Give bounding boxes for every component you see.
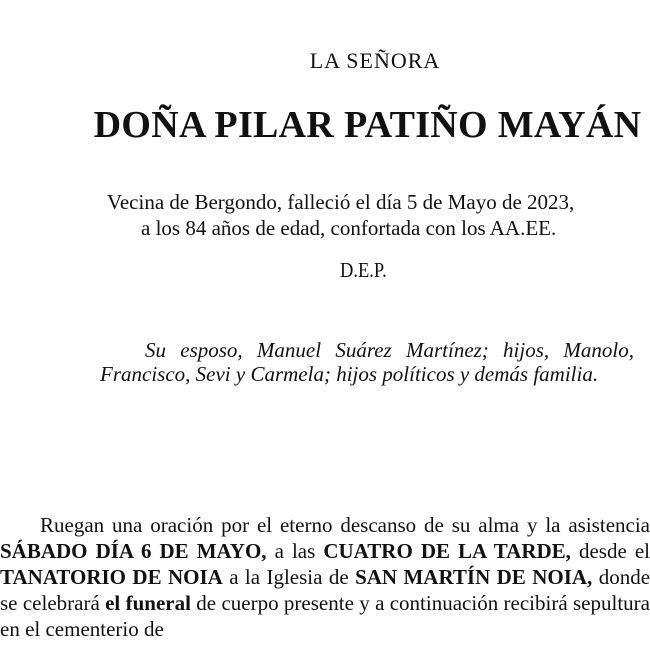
request-church: SAN MARTÍN DE NOIA, bbox=[355, 565, 593, 589]
request-text-6: de cuerpo presente y a continuación recibirá sepultura en el cementerio de bbox=[0, 591, 650, 641]
request-text-5: donde se celebrará bbox=[0, 565, 650, 615]
request-text-2: a las bbox=[266, 539, 324, 563]
request-text-4: a la Iglesia de bbox=[222, 565, 356, 589]
funeral-request-paragraph bbox=[0, 512, 650, 642]
notice-heading: LA SEÑORA bbox=[309, 48, 441, 73]
request-date: SÁBADO DÍA 6 DE MAYO, bbox=[0, 539, 267, 563]
deceased-name: DOÑA PILAR PATIÑO MAYÁN bbox=[93, 104, 642, 146]
residence-death-line: Vecina de Bergondo, falleció el día 5 de Mayo de 2023, bbox=[107, 190, 575, 214]
family-paragraph: Su esposo, Manuel Suárez Martínez; hijos, Manolo, Francisco, Sevi y Carmela; hijos políticos y demás familia. bbox=[100, 338, 634, 386]
age-sacraments-line: a los 84 años de edad, confortada con los AA.EE. bbox=[141, 216, 557, 240]
request-time: CUATRO DE LA TARDE, bbox=[323, 539, 571, 563]
dep-label: D.E.P. bbox=[340, 258, 387, 282]
request-text-1: Ruegan una oración por el eterno descanso de su alma y la asistencia bbox=[40, 513, 650, 537]
request-origin: TANATORIO DE NOIA bbox=[0, 565, 223, 589]
request-service: el funeral bbox=[105, 591, 191, 615]
request-text-3: desde el bbox=[570, 539, 650, 563]
